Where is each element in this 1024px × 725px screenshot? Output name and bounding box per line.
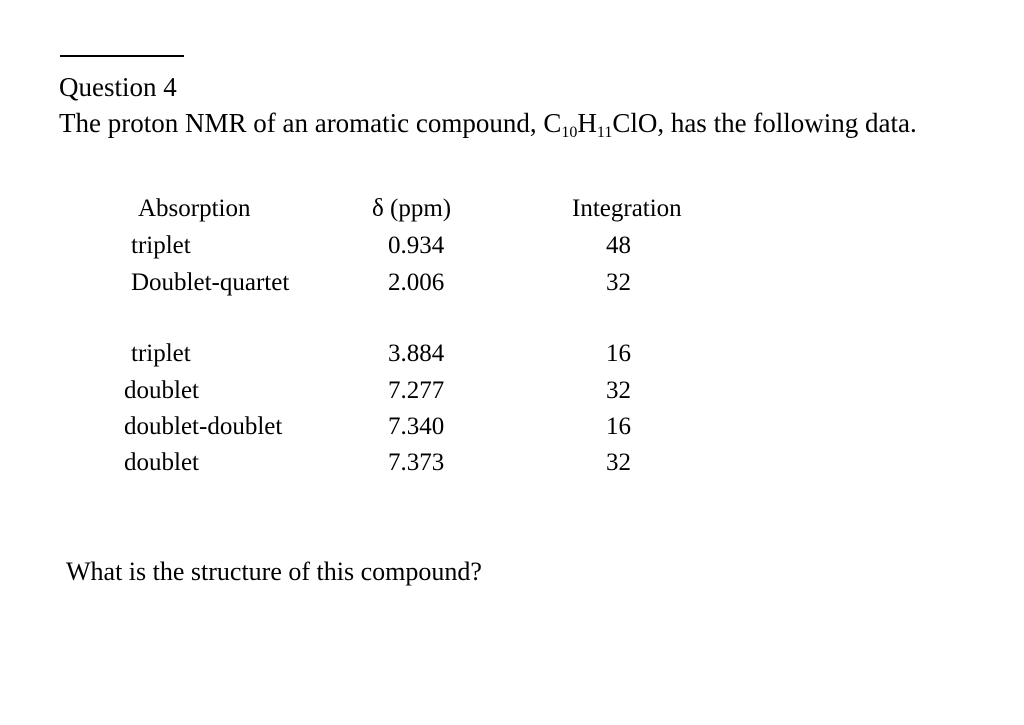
row-shift: 7.340 <box>388 413 445 440</box>
top-rule <box>60 55 184 57</box>
row-absorption: Doublet-quartet <box>131 269 290 296</box>
row-absorption: doublet-doublet <box>124 413 283 440</box>
hydrogen-symbol: H <box>577 108 597 138</box>
row-shift: 2.006 <box>388 269 445 296</box>
row-integration: 16 <box>606 340 631 367</box>
row-shift: 0.934 <box>388 232 445 259</box>
carbon-subscript: 10 <box>561 124 578 141</box>
row-absorption: doublet <box>124 449 199 476</box>
row-integration: 32 <box>606 377 631 404</box>
row-shift: 7.277 <box>388 377 445 404</box>
row-integration: 48 <box>606 232 631 259</box>
structure-question: What is the structure of this compound? <box>66 557 482 586</box>
row-absorption: triplet <box>131 340 191 367</box>
hydrogen-subscript: 11 <box>596 124 613 141</box>
header-shift: δ (ppm) <box>372 195 452 222</box>
row-absorption: triplet <box>131 232 191 259</box>
question-text <box>59 106 917 140</box>
row-shift: 3.884 <box>388 340 445 367</box>
header-absorption: Absorption <box>138 195 251 222</box>
header-integration: Integration <box>572 195 682 222</box>
row-integration: 32 <box>606 449 631 476</box>
row-integration: 32 <box>606 269 631 296</box>
question-heading: Question 4 <box>59 72 177 102</box>
row-shift: 7.373 <box>388 449 445 476</box>
question-text-after: ClO, has the following data. <box>612 108 917 138</box>
question-text-before: The proton NMR of an aromatic compound, C <box>59 108 562 138</box>
row-absorption: doublet <box>124 377 199 404</box>
row-integration: 16 <box>606 413 631 440</box>
